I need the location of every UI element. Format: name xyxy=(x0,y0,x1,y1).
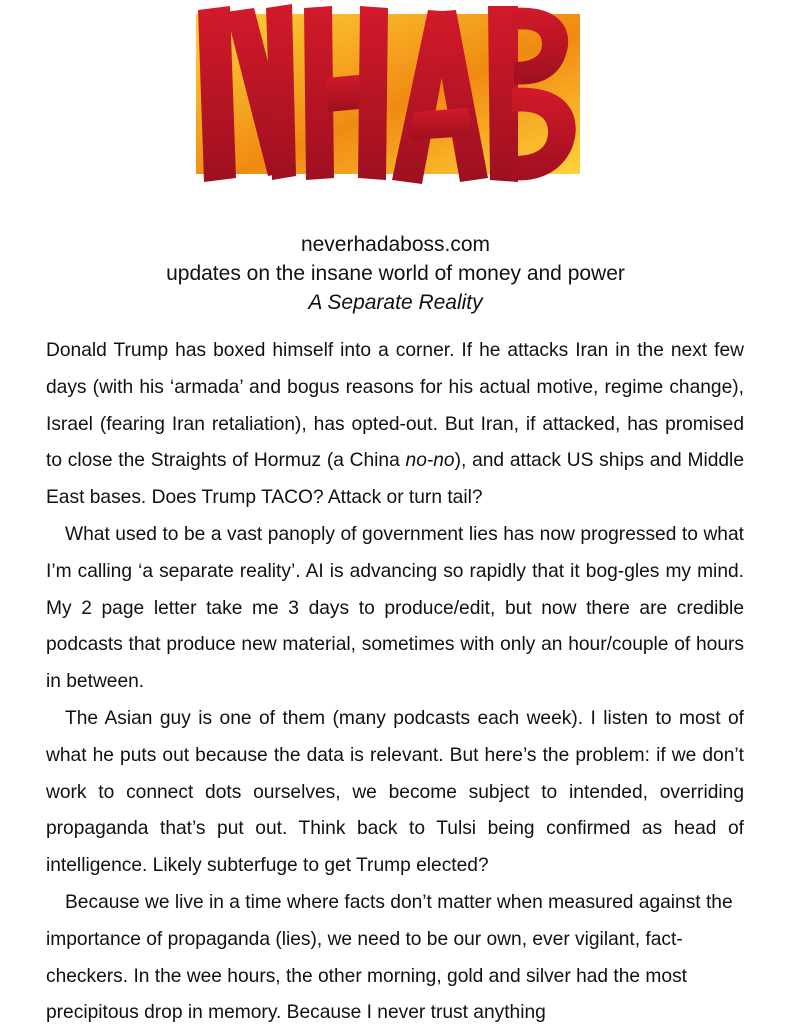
article-paragraph-1: Donald Trump has boxed himself into a corner. If he attacks Iran in the next few days (with his ‘armada’ and bogus reasons for his actual motive, regime change), Israel (fearing Iran retaliation), has opted-out. But Iran, if attacked, has promised to close the Straights of Hormuz (a China no-no), and attack US ships and Middle East bases. Does Trump TACO? Attack or turn tail? xyxy=(46,340,744,509)
nhab-logo xyxy=(192,0,584,188)
article-paragraph-3: The Asian guy is one of them (many podcasts each week). I listen to most of what he puts out because the data is relevant. But here’s the problem: if we don’t work to connect dots ourselves, we become subject to intended, overriding propaganda that’s put out. Think back to Tulsi being confirmed as head of intelligence. Likely subterfuge to get Trump elected? xyxy=(46,707,744,877)
site-url: neverhadaboss.com xyxy=(300,233,491,256)
site-tagline: updates on the insane world of money and power xyxy=(166,262,625,285)
emphasis-no-no: no-no xyxy=(405,450,455,472)
masthead xyxy=(0,230,791,317)
issue-title: A Separate Reality xyxy=(308,291,483,314)
article-paragraph-4: Because we live in a time where facts don’t matter when measured against the importance of propaganda (lies), we need to be our own, ever vigilant, fact-checkers. In the wee hours, the other morning, gold and silver had the most precipitous drop in memory. Because I never trust anything xyxy=(46,891,733,1024)
nhab-logo-graphic xyxy=(192,0,584,188)
article-paragraph-2: What used to be a vast panoply of government lies has now progressed to what I’m calling ‘a separate reality’. AI is advancing so rapidly that it bog-gles my mind. My 2 page letter take me 3 days to produce/edit, but now there are credible podcasts that produce new material, sometimes with only an hour/couple of hours in between. xyxy=(46,523,744,693)
article-body xyxy=(46,333,744,1032)
